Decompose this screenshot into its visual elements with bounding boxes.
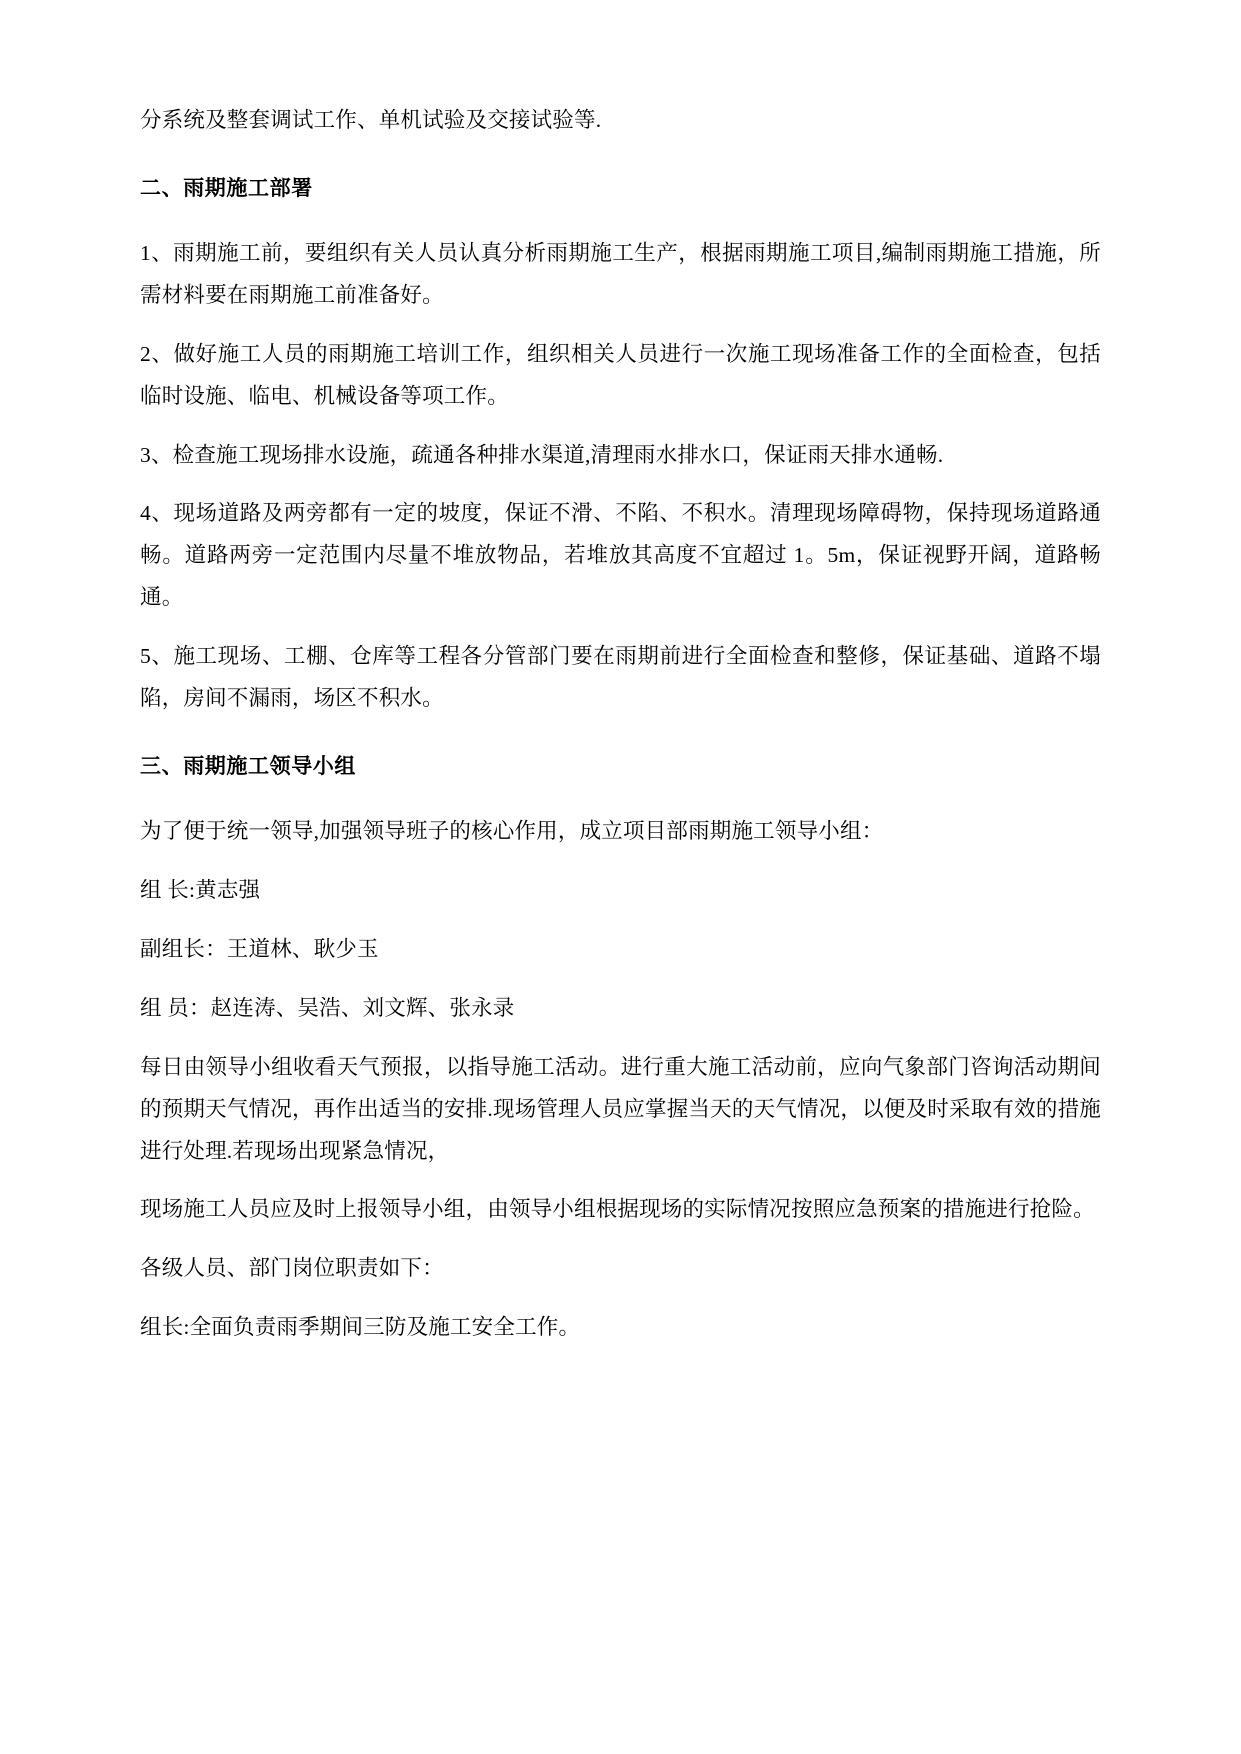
paragraph-item-4: 4、现场道路及两旁都有一定的坡度，保证不滑、不陷、不积水。清理现场障碍物，保持现场道路通畅。道路两旁一定范围内尽量不堆放物品，若堆放其高度不宜超过 1。5m，保证视野开阔，道路畅通。: [140, 501, 1101, 610]
paragraph-group-members: 组 员：赵连涛、吴浩、刘文辉、张永录: [140, 995, 515, 1020]
paragraph-item-1: 1、雨期施工前，要组织有关人员认真分析雨期施工生产，根据雨期施工项目,编制雨期施工措施，所需材料要在雨期施工前准备好。: [140, 240, 1101, 307]
paragraph-duty-leader: 组长:全面负责雨季期间三防及施工安全工作。: [140, 1315, 581, 1340]
paragraph-weather-forecast: 每日由领导小组收看天气预报，以指导施工活动。进行重大施工活动前，应向气象部门咨询活动期间的预期天气情况，再作出适当的安排.现场管理人员应掌握当天的天气情况，以便及时采取有效的措施进行处理.若现场出现紧急情况，: [140, 1054, 1101, 1163]
paragraph-group-leader: 组 长:黄志强: [140, 877, 261, 902]
paragraph-emergency-report: 现场施工人员应及时上报领导小组，由领导小组根据现场的实际情况按照应急预案的措施进行抢险。: [140, 1197, 1095, 1222]
heading-section-three: 三、雨期施工领导小组: [140, 754, 356, 779]
paragraph-intro-commissioning: 分系统及整套调试工作、单机试验及交接试验等.: [140, 108, 602, 132]
heading-section-two: 二、雨期施工部署: [140, 175, 313, 200]
paragraph-item-2: 2、做好施工人员的雨期施工培训工作，组织相关人员进行一次施工现场准备工作的全面检查，包括临时设施、临电、机械设备等项工作。: [140, 341, 1101, 408]
paragraph-item-3: 3、检查施工现场排水设施，疏通各种排水渠道,清理雨水排水口，保证雨天排水通畅.: [140, 442, 944, 467]
paragraph-deputy-leaders: 副组长：王道林、耿少玉: [140, 936, 379, 961]
paragraph-duties-intro: 各级人员、部门岗位职责如下：: [140, 1256, 444, 1281]
document-body: [140, 100, 1101, 1349]
paragraph-group-purpose: 为了便于统一领导,加强领导班子的核心作用，成立项目部雨期施工领导小组：: [140, 819, 884, 844]
paragraph-item-5: 5、施工现场、工棚、仓库等工程各分管部门要在雨期前进行全面检查和整修，保证基础、道路不塌陷，房间不漏雨，场区不积水。: [140, 644, 1101, 711]
